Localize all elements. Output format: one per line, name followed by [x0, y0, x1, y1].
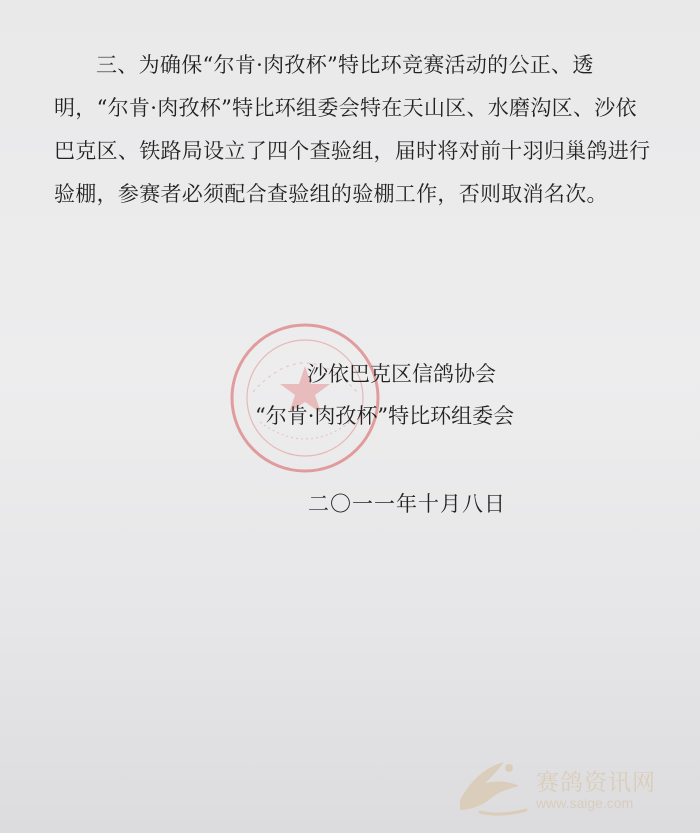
body-paragraph: 三、为确保“尔肯·肉孜杯”特比环竞赛活动的公正、透明，“尔肯·肉孜杯”特比环组委会特在天山区、水磨沟区、沙依巴克区、铁路局设立了四个查验组，届时将对前十羽归巢鸽进行验棚，参赛者必须配合查验组的验棚工作，否则取消名次。 — [54, 53, 651, 206]
document-date: 二〇一一年十月八日 — [308, 492, 506, 516]
watermark-title: 赛鸽资讯网 — [536, 769, 656, 795]
watermark-url: www.saige.com — [536, 795, 634, 811]
site-watermark — [452, 752, 662, 822]
committee-name: “尔肯·肉孜杯”特比环组委会 — [255, 404, 515, 428]
dove-logo-icon — [452, 752, 534, 822]
organization-name: 沙依巴克区信鸽协会 — [307, 362, 496, 386]
official-seal — [225, 318, 385, 478]
document-body — [54, 44, 654, 216]
